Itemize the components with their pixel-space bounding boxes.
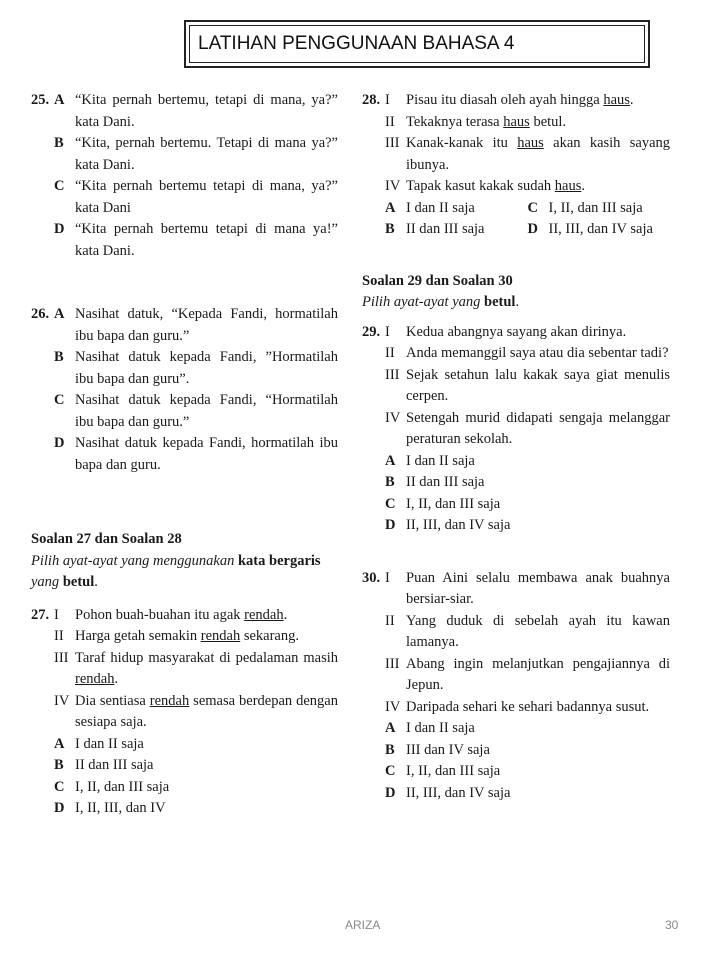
instruction-italic: Pilih ayat-ayat yang xyxy=(362,294,481,310)
option-letter: A xyxy=(385,199,396,216)
option-row xyxy=(385,219,528,241)
statement-row xyxy=(31,648,338,691)
statement-row xyxy=(31,605,338,627)
option-text: I dan II saja xyxy=(406,452,475,469)
option-row xyxy=(31,798,338,820)
statement-row xyxy=(362,112,670,134)
option-row xyxy=(362,718,670,740)
option-row xyxy=(362,472,670,494)
page-number: 30 xyxy=(665,918,679,932)
option-text: Nasihat datuk kepada Fandi, ”Hormatilah ibu bapa dan guru”. xyxy=(75,349,338,387)
statement-text: Daripada sehari ke sehari badannya susut. xyxy=(406,698,650,715)
instruction-italic: yang xyxy=(31,574,60,590)
option-text: “Kita, pernah bertemu. Tetapi di mana ya?” kata Dani. xyxy=(75,135,338,173)
statement-text: Abang ingin melanjutkan pengajiannya di Jepun. xyxy=(406,655,670,693)
option-letter: C xyxy=(54,778,65,795)
title-box xyxy=(184,20,650,68)
statement-text: Setengah murid didapati sengaja melanggar peraturan sekolah. xyxy=(406,409,670,447)
option-letter: B xyxy=(54,135,64,151)
statement-text: Pisau itu diasah oleh ayah hingga haus. xyxy=(406,92,634,108)
option-letter: A xyxy=(54,735,65,752)
instruction-italic: Pilih ayat-ayat yang menggunakan xyxy=(31,552,235,569)
option-row xyxy=(31,390,338,433)
statement-numeral: III xyxy=(385,655,400,672)
option-letter: D xyxy=(527,221,538,237)
question-number: 29. xyxy=(362,323,381,340)
option-row xyxy=(31,219,338,262)
option-row xyxy=(31,133,338,176)
option-letter: D xyxy=(54,435,65,451)
option-text: I, II, III, dan IV xyxy=(75,800,166,816)
option-letter: C xyxy=(385,495,396,512)
option-row xyxy=(362,494,670,516)
option-text: I, II, dan III saja xyxy=(75,778,170,795)
option-letter: B xyxy=(385,741,395,758)
instruction-bold: betul xyxy=(484,294,516,310)
option-row xyxy=(362,515,670,537)
option-row xyxy=(31,176,338,219)
statement-numeral: I xyxy=(54,606,59,623)
statement-numeral: I xyxy=(385,323,390,340)
statement-text: Sejak setahun lalu kakak saya giat menulis cerpen. xyxy=(406,366,670,404)
option-letter: D xyxy=(54,800,65,816)
option-text: II, III, dan IV saja xyxy=(548,221,653,237)
statement-text: Puan Aini selalu membawa anak buahnya bersiar-siar. xyxy=(406,569,670,607)
option-letter: B xyxy=(54,349,64,365)
option-row xyxy=(362,740,670,762)
statement-text: Tekaknya terasa haus betul. xyxy=(406,113,567,130)
question-number: 25. xyxy=(31,92,50,108)
option-letter: D xyxy=(385,784,396,801)
statement-text: Kanak-kanak itu haus akan kasih sayang ibunya. xyxy=(406,135,670,173)
instruction-end: . xyxy=(94,574,98,590)
statement-numeral: IV xyxy=(385,698,401,715)
statement-row xyxy=(362,654,670,697)
option-letter: D xyxy=(54,221,65,237)
statement-numeral: II xyxy=(385,345,395,361)
option-row xyxy=(31,347,338,390)
option-letter: A xyxy=(385,720,396,736)
option-row xyxy=(31,90,338,133)
statement-text: Yang duduk di sebelah ayah itu kawan lamanya. xyxy=(406,612,670,650)
option-text: Nasihat datuk, “Kepada Fandi, hormatilah ibu bapa dan guru.” xyxy=(75,306,338,344)
option-row xyxy=(31,734,338,756)
option-text: II dan III saja xyxy=(75,757,154,773)
question-25 xyxy=(31,90,338,262)
statement-numeral: I xyxy=(385,569,390,586)
statement-row xyxy=(31,691,338,734)
option-text: Nasihat datuk kepada Fandi, hormatilah ibu bapa dan guru. xyxy=(75,435,338,473)
statement-row xyxy=(362,697,670,719)
left-column xyxy=(31,90,338,820)
option-text: III dan IV saja xyxy=(406,741,490,758)
option-row xyxy=(31,304,338,347)
question-26 xyxy=(31,304,338,476)
option-text: I, II, dan III saja xyxy=(406,495,501,512)
option-text: I dan II saja xyxy=(406,720,475,736)
option-pair xyxy=(362,219,670,241)
option-row xyxy=(385,198,528,220)
statement-numeral: IV xyxy=(54,692,70,709)
option-row xyxy=(528,198,671,220)
option-row xyxy=(362,451,670,473)
option-text: “Kita pernah bertemu, tetapi di mana, ya?” kata Dani. xyxy=(75,92,338,130)
section-heading-27-28 xyxy=(31,529,338,594)
statement-text: Taraf hidup masyarakat di pedalaman masih rendah. xyxy=(75,649,338,687)
statement-row xyxy=(31,626,338,648)
statement-numeral: I xyxy=(385,92,390,108)
option-text: Nasihat datuk kepada Fandi, “Hormatilah ibu bapa dan guru.” xyxy=(75,392,338,430)
option-letter: C xyxy=(527,199,538,216)
right-column xyxy=(362,90,670,804)
statement-row xyxy=(362,90,670,112)
option-letter: C xyxy=(385,763,396,779)
question-30 xyxy=(362,568,670,805)
option-letter: B xyxy=(385,221,395,237)
statement-numeral: II xyxy=(385,612,395,629)
option-row xyxy=(362,783,670,805)
question-number: 28. xyxy=(362,92,381,108)
option-letter: A xyxy=(385,452,396,469)
question-number: 26. xyxy=(31,306,50,322)
statement-numeral: III xyxy=(385,135,400,151)
option-letter: D xyxy=(385,517,396,533)
statement-numeral: IV xyxy=(385,178,401,194)
section-title: Soalan 27 dan Soalan 28 xyxy=(31,531,182,547)
section-instruction xyxy=(362,292,670,314)
option-letter: A xyxy=(54,92,65,108)
option-row xyxy=(31,433,338,476)
option-letter: B xyxy=(54,757,64,773)
instruction-bold: kata bergaris xyxy=(237,552,321,569)
option-text: I dan II saja xyxy=(75,735,144,752)
section-instruction xyxy=(31,551,338,594)
option-text: I, II, dan III saja xyxy=(406,763,501,779)
option-text: II, III, dan IV saja xyxy=(406,517,511,533)
footer-author: ARIZA xyxy=(345,918,381,932)
section-heading-29-30 xyxy=(362,271,670,314)
statement-numeral: II xyxy=(385,113,395,130)
question-number: 30. xyxy=(362,569,381,586)
instruction-end: . xyxy=(515,294,520,310)
statement-row xyxy=(362,568,670,611)
option-text: II dan III saja xyxy=(406,474,485,490)
question-27 xyxy=(31,605,338,820)
statement-row xyxy=(362,322,670,344)
option-row xyxy=(31,777,338,799)
section-title: Soalan 29 dan Soalan 30 xyxy=(362,272,513,289)
option-text: “Kita pernah bertemu tetapi di mana, ya?” kata Dani xyxy=(75,178,338,216)
statement-text: Kedua abangnya sayang akan dirinya. xyxy=(406,323,627,340)
option-letter: C xyxy=(54,392,65,408)
statement-row xyxy=(362,365,670,408)
statement-text: Pohon buah-buahan itu agak rendah. xyxy=(75,606,288,623)
page-title: LATIHAN PENGGUNAAN BAHASA 4 xyxy=(189,25,645,63)
option-text: II dan III saja xyxy=(406,221,485,237)
option-row xyxy=(362,761,670,783)
statement-numeral: III xyxy=(54,649,69,666)
instruction-bold: betul xyxy=(62,574,95,590)
statement-text: Anda memanggil saya atau dia sebentar tadi? xyxy=(406,345,669,361)
option-text: “Kita pernah bertemu tetapi di mana ya!” kata Dani. xyxy=(75,221,338,259)
option-text: I dan II saja xyxy=(406,199,475,216)
option-letter: C xyxy=(54,178,65,194)
question-29 xyxy=(362,322,670,537)
statement-numeral: IV xyxy=(385,409,401,426)
statement-row xyxy=(362,343,670,365)
statement-row xyxy=(362,408,670,451)
option-letter: A xyxy=(54,306,65,322)
statement-text: Tapak kasut kakak sudah haus. xyxy=(406,178,585,194)
statement-text: Harga getah semakin rendah sekarang. xyxy=(75,628,299,644)
question-28 xyxy=(362,90,670,241)
statement-row xyxy=(362,176,670,198)
statement-numeral: III xyxy=(385,366,400,383)
option-text: I, II, dan III saja xyxy=(548,199,643,216)
option-row xyxy=(528,219,671,241)
statement-row xyxy=(362,611,670,654)
option-letter: B xyxy=(385,474,395,490)
question-number: 27. xyxy=(31,606,50,623)
option-pair xyxy=(362,198,670,220)
statement-row xyxy=(362,133,670,176)
statement-text: Dia sentiasa rendah semasa berdepan dengan sesiapa saja. xyxy=(75,692,338,730)
statement-numeral: II xyxy=(54,628,64,644)
option-text: II, III, dan IV saja xyxy=(406,784,511,801)
option-row xyxy=(31,755,338,777)
